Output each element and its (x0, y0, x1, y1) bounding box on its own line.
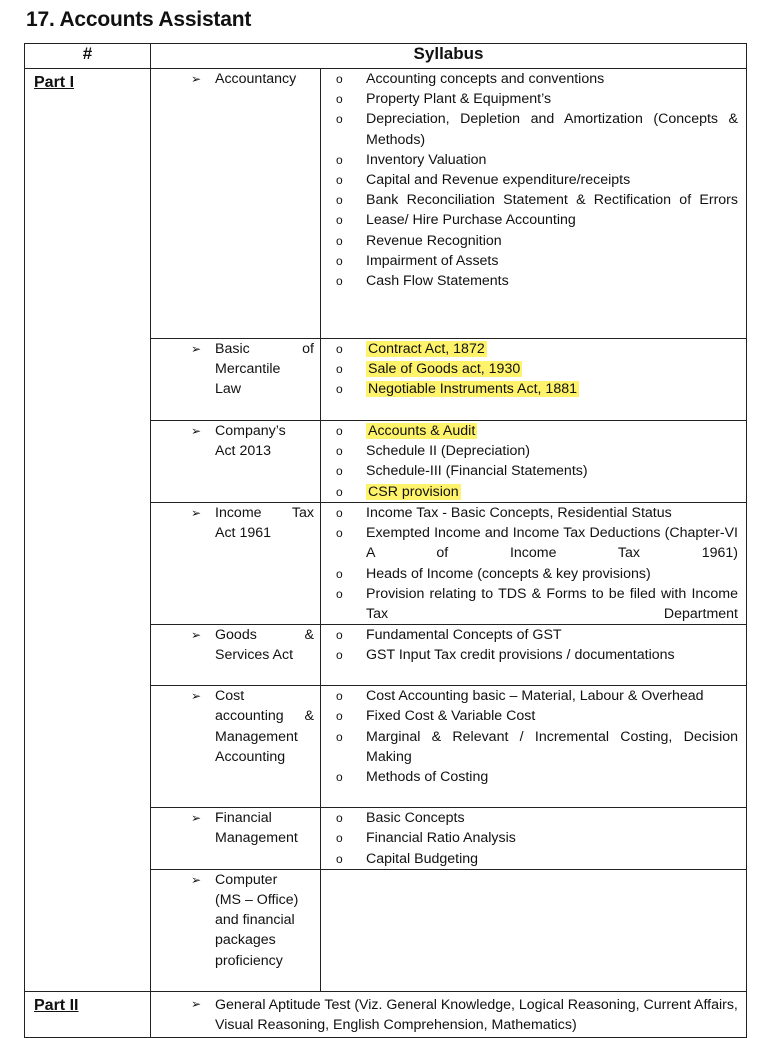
topic-line: and financial (215, 912, 295, 929)
circle-bullet-icon: o (336, 689, 343, 704)
syllabus-list (321, 421, 738, 502)
list-item-text: Accounts & Audit (368, 423, 476, 439)
list-item (321, 523, 738, 563)
topic-line: Management (215, 728, 298, 745)
syllabus-list (321, 503, 738, 624)
list-item (321, 170, 738, 190)
circle-bullet-icon: o (336, 72, 343, 86)
items-cell (321, 421, 747, 503)
list-item (321, 564, 738, 584)
table-header-row (25, 44, 747, 69)
circle-bullet-icon: o (336, 342, 343, 356)
list-item-text: Marginal & Relevant / Incremental Costing, Decision Making (366, 728, 739, 765)
list-item-text: GST Input Tax credit provisions / documentations (366, 647, 675, 664)
topic-line: Accountancy (215, 71, 297, 87)
list-item-text: Income Tax - Basic Concepts, Residential Status (366, 505, 672, 521)
items-cell (321, 625, 747, 686)
list-item (321, 231, 738, 251)
list-item-text: Cost Accounting basic – Material, Labour & Overhead (366, 688, 704, 705)
list-item (321, 849, 738, 869)
circle-bullet-icon: o (336, 233, 343, 248)
part2-text: General Aptitude Test (Viz. General Knowledge, Logical Reasoning, Current Affairs, Visual Reasoning, English Comprehension, Mathematics) (215, 996, 738, 1034)
header-syllabus: Syllabus (151, 44, 747, 69)
list-item (321, 109, 738, 149)
list-item-text: Accounting concepts and conventions (366, 71, 605, 87)
topic-line: Law (215, 381, 242, 398)
circle-bullet-icon: o (336, 193, 343, 208)
list-item-text: Schedule II (Depreciation) (366, 443, 531, 460)
list-item (321, 808, 738, 828)
circle-bullet-icon: o (336, 382, 343, 397)
list-item-text: Capital Budgeting (366, 850, 479, 867)
list-item (321, 210, 738, 230)
circle-bullet-icon: o (336, 444, 343, 459)
items-cell (321, 808, 747, 870)
list-item (321, 69, 738, 89)
part2-cell (151, 991, 747, 1037)
topic-cell (151, 339, 321, 421)
syllabus-list (321, 69, 738, 291)
circle-bullet-icon: o (336, 274, 343, 289)
circle-bullet-icon: o (336, 831, 343, 846)
arrow-bullet-icon: ➢ (191, 996, 202, 1011)
list-item-text: Lease/ Hire Purchase Accounting (366, 212, 576, 229)
list-item (321, 190, 738, 210)
list-item (321, 767, 738, 787)
list-item-text: Fixed Cost & Variable Cost (366, 708, 536, 725)
circle-bullet-icon: o (336, 424, 343, 438)
list-item (321, 503, 738, 523)
list-item (321, 271, 738, 291)
topic-line: Basic of (215, 341, 314, 357)
list-item (321, 150, 738, 170)
circle-bullet-icon: o (336, 173, 343, 188)
topic-line: accounting & (215, 708, 314, 725)
list-item-text: Contract Act, 1872 (368, 341, 485, 357)
list-item-text: Revenue Recognition (366, 232, 502, 249)
list-item-text: Schedule-III (Financial Statements) (366, 463, 588, 480)
list-item (321, 359, 738, 379)
list-item-text: Depreciation, Depletion and Amortization (Concepts & Methods) (366, 111, 739, 148)
list-item (321, 421, 738, 441)
topic-line: Financial (215, 810, 272, 827)
topic-line: Company’s (215, 423, 286, 439)
topic-line: Mercantile (215, 361, 281, 378)
circle-bullet-icon: o (336, 648, 343, 663)
page-title: 17. Accounts Assistant (26, 8, 252, 31)
arrow-bullet-icon: ➢ (191, 506, 202, 520)
list-item (321, 828, 738, 848)
topic-line: Cost (215, 688, 245, 705)
section-row (25, 69, 747, 339)
topic-line: Act 1961 (215, 525, 272, 542)
syllabus-table (24, 43, 747, 1038)
syllabus-list (321, 686, 738, 787)
topic-line: proficiency (215, 952, 283, 969)
part2-row (25, 991, 747, 1037)
circle-bullet-icon: o (336, 213, 343, 228)
list-item-text: Capital and Revenue expenditure/receipts (366, 172, 631, 189)
part-label: Part II (25, 991, 151, 1037)
circle-bullet-icon: o (336, 770, 343, 785)
topic-cell (151, 69, 321, 339)
arrow-bullet-icon: ➢ (191, 628, 202, 643)
circle-bullet-icon: o (336, 586, 343, 601)
topic-line: Accounting (215, 748, 286, 765)
circle-bullet-icon: o (336, 464, 343, 479)
header-number: # (25, 44, 151, 69)
topic-line: Income Tax (215, 505, 314, 521)
arrow-bullet-icon: ➢ (191, 689, 202, 704)
list-item-text: Methods of Costing (366, 769, 489, 786)
circle-bullet-icon: o (336, 526, 343, 541)
topic-cell (151, 808, 321, 870)
list-item-text: CSR provision (368, 483, 459, 500)
circle-bullet-icon: o (336, 92, 343, 107)
items-cell (321, 503, 747, 625)
syllabus-list (321, 339, 738, 400)
topic-line: (MS – Office) (215, 892, 299, 909)
list-item (321, 482, 738, 502)
list-item-text: Property Plant & Equipment’s (366, 91, 552, 108)
syllabus-list (321, 625, 738, 665)
circle-bullet-icon: o (336, 112, 343, 127)
list-item-text: Impairment of Assets (366, 252, 499, 269)
topic-line: Computer (215, 871, 278, 888)
list-item-text: Heads of Income (concepts & key provisions) (366, 565, 651, 582)
arrow-bullet-icon: ➢ (191, 72, 202, 86)
arrow-bullet-icon: ➢ (191, 811, 202, 826)
topic-line: Services Act (215, 647, 294, 664)
list-item (321, 339, 738, 359)
circle-bullet-icon: o (336, 851, 343, 866)
arrow-bullet-icon: ➢ (191, 342, 202, 356)
syllabus-body (25, 69, 747, 1038)
list-item (321, 89, 738, 109)
list-item (321, 584, 738, 624)
syllabus-list (321, 808, 738, 869)
list-item-text: Exempted Income and Income Tax Deductions (Chapter-VI A of Income Tax 1961) (366, 525, 739, 562)
list-item-text: Negotiable Instruments Act, 1881 (368, 381, 577, 398)
list-item (321, 251, 738, 271)
circle-bullet-icon: o (336, 362, 343, 377)
topic-line: Management (215, 830, 298, 847)
items-cell (321, 339, 747, 421)
list-item-text: Cash Flow Statements (366, 273, 509, 290)
circle-bullet-icon: o (336, 811, 343, 826)
list-item-text: Inventory Valuation (366, 151, 487, 168)
list-item (321, 379, 738, 399)
list-item (321, 706, 738, 726)
list-item (321, 727, 738, 767)
list-item-text: Basic Concepts (366, 810, 465, 827)
list-item-text: Provision relating to TDS & Forms to be filed with Income Tax Department (366, 585, 739, 623)
circle-bullet-icon: o (336, 484, 343, 499)
circle-bullet-icon: o (336, 729, 343, 744)
topic-cell (151, 625, 321, 686)
circle-bullet-icon: o (336, 253, 343, 268)
circle-bullet-icon: o (336, 628, 343, 643)
topic-line: Goods & (215, 627, 314, 644)
circle-bullet-icon: o (336, 506, 343, 520)
list-item (321, 441, 738, 461)
list-item-text: Financial Ratio Analysis (366, 830, 516, 847)
topic-cell (151, 421, 321, 503)
list-item-text: Bank Reconciliation Statement & Rectification of Errors (366, 192, 739, 209)
list-item (321, 625, 738, 645)
arrow-bullet-icon: ➢ (191, 872, 202, 887)
circle-bullet-icon: o (336, 709, 343, 724)
list-item (321, 686, 738, 706)
arrow-bullet-icon: ➢ (191, 424, 202, 438)
topic-cell (151, 686, 321, 808)
circle-bullet-icon: o (336, 566, 343, 581)
items-cell (321, 69, 747, 339)
list-item (321, 461, 738, 481)
items-cell (321, 869, 747, 991)
items-cell (321, 686, 747, 808)
topic-cell (151, 503, 321, 625)
list-item-text: Fundamental Concepts of GST (366, 627, 562, 644)
list-item-text: Sale of Goods act, 1930 (368, 361, 521, 378)
list-item (321, 645, 738, 665)
topic-line: Act 2013 (215, 443, 272, 460)
part-label: Part I (25, 69, 151, 992)
topic-cell (151, 869, 321, 991)
topic-line: packages (215, 932, 276, 949)
circle-bullet-icon: o (336, 152, 343, 167)
